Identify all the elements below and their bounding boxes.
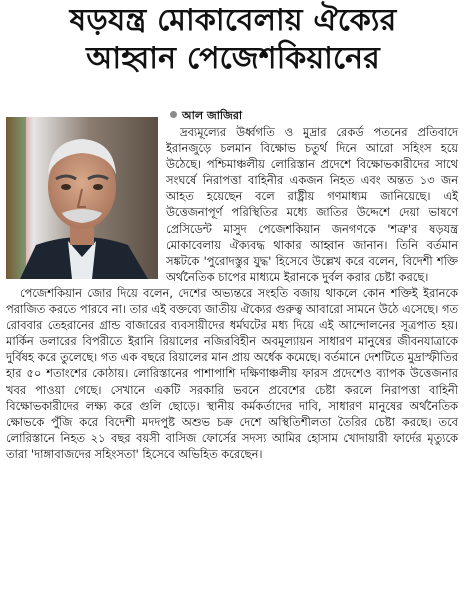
headline-line-2: আহ্বান পেজেশকিয়ানের [86,41,380,76]
byline [170,109,242,123]
byline-source: আল জাজিরা [182,109,243,122]
article-body [6,124,458,462]
photo-wrap-space [6,124,166,282]
bullet-icon [170,111,177,118]
paragraph-2: পেজেশকিয়ান জোর দিয়ে বলেন, দেশের অভ্যন্তরে সংহতি বজায় থাকলে কোন শক্তিই ইরানকে পরাজিত করতে পারবে না। তার এই বক্তব্যে জাতীয় ঐক্যের গুরুত্ব আবারো সামনে উঠে এসেছে। গত রোববার তেহরানের গ্রান্ড বাজারের ব্যবসায়ীদের ধর্মঘটের মধ্য দিয়ে এই আন্দোলনের সূত্রপাত হয়। মার্কিন ডলারের বিপরীতে ইরানি রিয়ালের নজিরবিহীন অবমূল্যায়ন সাধারণ মানুষের জীবনযাত্রাকে দুর্বিষহ করে তুলেছে। গত এক বছরে রিয়ালের মান প্রায় অর্ধেক কমেছে। বর্তমানে দেশটিতে মুদ্রাস্ফীতির হার ৫০ শতাংশের কোঠায়। লোরিস্তানের পাশাপাশি দক্ষিণাঞ্চলীয় ফারস প্রদেশেও ব্যাপক উত্তেজনার খবর পাওয়া গেছে। সেখানে একটি সরকারি ভবনে প্রবেশের চেষ্টা করলে নিরাপত্তা বাহিনী বিক্ষোভকারীদের লক্ষ্য করে গুলি ছোড়ে। স্থানীয় কর্মকর্তাদের দাবি, সাধারণ মানুষের অর্থনৈতিক ক্ষোভকে পুঁজি করে বিদেশী মদদপুষ্ট অশুভ চক্র দেশে অস্থিতিশীলতা তৈরির চেষ্টা করছে। তবে লোরিস্তানে নিহত ২১ বছর বয়সী বাসিজ ফোর্সের সদস্য আমির হোসাম খোদায়ারী ফার্দের মৃত্যুকে তারা 'দাঙ্গাবাজদের সহিংসতা' হিসেবে অভিহিত করেছেন। [6,285,458,461]
headline-line-1: ষড়যন্ত্র মোকাবেলায় ঐক্যের [69,3,397,38]
headline [0,2,466,78]
paragraph-1: দ্রব্যমূল্যের উর্ধ্বগতি ও মুদ্রার রেকর্ড পতনের প্রতিবাদে ইরানজুড়ে চলমান বিক্ষোভ চতুর্থ দিনে আরো সহিংস হয়ে উঠেছে। পশ্চিমাঞ্চলীয় লোরিস্তান প্রদেশে বিক্ষোভকারীদের সাথে সংঘর্ষে নিরাপত্তা বাহিনীর একজন নিহত এবং অন্তত ১৩ জন আহত হয়েছেন বলে রাষ্ট্রীয় গণমাধ্যম জানিয়েছে। এই উত্তেজনাপূর্ণ পরিস্থিতির মধ্যে জাতির উদ্দেশে দেয়া ভাষণে প্রেসিডেন্ট মাসুদ পেজেশকিয়ান জনগণকে 'শত্রু'র ষড়যন্ত্র মোকাবেলায় ঐক্যবদ্ধ থাকার আহ্বান জানান। তিনি বর্তমান সঙ্কটকে 'পুরোদস্তুর যুদ্ধ' হিসেবে উল্লেখ করে বলেন, বিদেশী শক্তি অর্থনৈতিক চাপের মাধ্যমে ইরানকে দুর্বল করার চেষ্টা করছে। [166,125,458,284]
